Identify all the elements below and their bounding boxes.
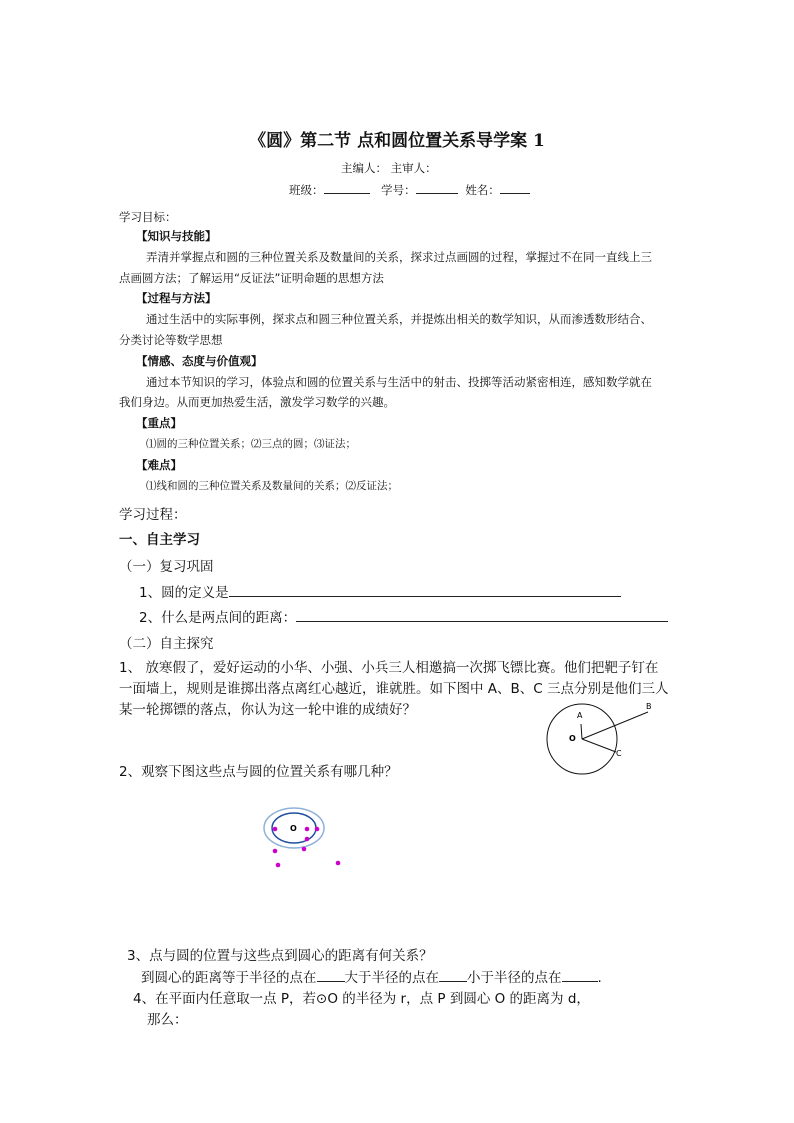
- label-b: B: [646, 702, 652, 711]
- knowledge-heading: 【知识与技能】: [136, 229, 217, 243]
- name-field[interactable]: [500, 181, 530, 194]
- part-1-heading: （一）复习巩固: [119, 559, 214, 575]
- label-c: C: [616, 749, 622, 758]
- fill-equal-answer[interactable]: [317, 969, 345, 982]
- page-title: 《圆》第二节 点和圆位置关系导学案 1: [249, 131, 545, 151]
- target-figure: [540, 696, 670, 786]
- difficulty-text: ⑴线和圆的三种位置关系及数量间的关系；⑵反证法；: [146, 480, 398, 492]
- process-heading: 【过程与方法】: [136, 291, 217, 305]
- process-text-2: 分类讨论等数学思想: [119, 333, 223, 347]
- fill-less-label: 小于半径的点在: [467, 970, 562, 986]
- difficulty-heading: 【难点】: [136, 458, 182, 472]
- exercise-1-line-2: 一面墙上，规则是谁掷出落点离红心越近，谁就胜。如下图中 A、B、C 三点分别是他们三人: [119, 681, 669, 697]
- knowledge-text-1: 弄清并掌握点和圆的三种位置关系及数量间的关系，探求过点画圆的过程，掌握过不在同一直线上三: [146, 250, 652, 264]
- segment-oa: [581, 724, 582, 739]
- fill-greater-answer[interactable]: [439, 969, 467, 982]
- key-text: ⑴圆的三种位置关系；⑵三点的圆；⑶证法；: [146, 438, 356, 450]
- number-field[interactable]: [416, 181, 458, 194]
- point-circle-figure: [260, 803, 360, 878]
- process-main-heading: 学习过程：: [119, 507, 187, 523]
- point-outside-left: [273, 849, 278, 854]
- exercise-4-line-2: 那么：: [147, 1012, 188, 1028]
- exercise-1-line-1: 1、 放寒假了，爱好运动的小华、小强、小兵三人相邀搞一次掷飞镖比赛。他们把靶子钉在: [119, 660, 659, 676]
- exercise-3-fill: [141, 966, 602, 986]
- point-on-left: [273, 827, 278, 832]
- knowledge-text-2: 点画圆方法；了解运用“反证法”证明命题的思想方法: [119, 271, 384, 285]
- fill-end-period: .: [597, 970, 602, 986]
- point-inside: [305, 827, 310, 832]
- question-2-label: 2、什么是两点间的距离：: [139, 610, 297, 626]
- process-text-1: 通过生活中的实际事例，探求点和圆三种位置关系，并提炼出相关的数学知识，从而渗透数形结合、: [146, 312, 652, 326]
- segment-ob: [582, 712, 648, 739]
- point-outside-right: [336, 861, 341, 866]
- point-outside-bottom: [276, 863, 281, 868]
- emotion-text-1: 通过本节知识的学习，体验点和圆的位置关系与生活中的射击、投掷等活动紧密相连，感知数学就在: [146, 375, 652, 389]
- section-1-heading: 一、自主学习: [119, 532, 200, 548]
- class-field[interactable]: [324, 181, 370, 194]
- center-label: O: [290, 824, 297, 833]
- name-label: 姓名：: [465, 183, 500, 197]
- question-1-label: 1、圆的定义是: [139, 585, 229, 601]
- label-o: O: [569, 734, 576, 743]
- point-below-2: [302, 847, 307, 852]
- fill-less-answer[interactable]: [562, 969, 598, 982]
- fill-greater-label: 大于半径的点在: [344, 970, 439, 986]
- number-label: 学号：: [381, 183, 416, 197]
- fill-equal-label: 到圆心的距离等于半径的点在: [141, 970, 317, 986]
- emotion-text-2: 我们身边。从而更加热爱生活，激发学习数学的兴趣。: [119, 395, 395, 409]
- question-1: [139, 581, 621, 601]
- exercise-4-line-1: 4、在平面内任意取一点 P，若⊙O 的半径为 r，点 P 到圆心 O 的距离为 d，: [133, 991, 590, 1007]
- segment-oc: [582, 739, 616, 752]
- exercise-1-line-3: 某一轮掷镖的落点，你认为这一轮中谁的成绩好？: [119, 702, 416, 718]
- part-2-heading: （二）自主探究: [119, 636, 214, 652]
- exercise-2: 2、观察下图这些点与圆的位置关系有哪几种？: [119, 764, 398, 780]
- exercise-3: 3、点与圆的位置与这些点到圆心的距离有何关系？: [127, 948, 433, 964]
- point-on-right: [315, 827, 320, 832]
- editors-line: 主编人： 主审人：: [341, 161, 437, 175]
- question-1-answer[interactable]: [229, 584, 621, 597]
- point-below-1: [305, 837, 310, 842]
- emotion-heading: 【情感、态度与价值观】: [136, 354, 263, 368]
- student-info-line: [289, 181, 530, 198]
- key-heading: 【重点】: [136, 416, 182, 430]
- objectives-heading: 学习目标：: [119, 210, 177, 224]
- label-a: A: [577, 711, 583, 720]
- class-label: 班级：: [289, 183, 324, 197]
- question-2: [139, 606, 668, 626]
- question-2-answer[interactable]: [296, 609, 668, 622]
